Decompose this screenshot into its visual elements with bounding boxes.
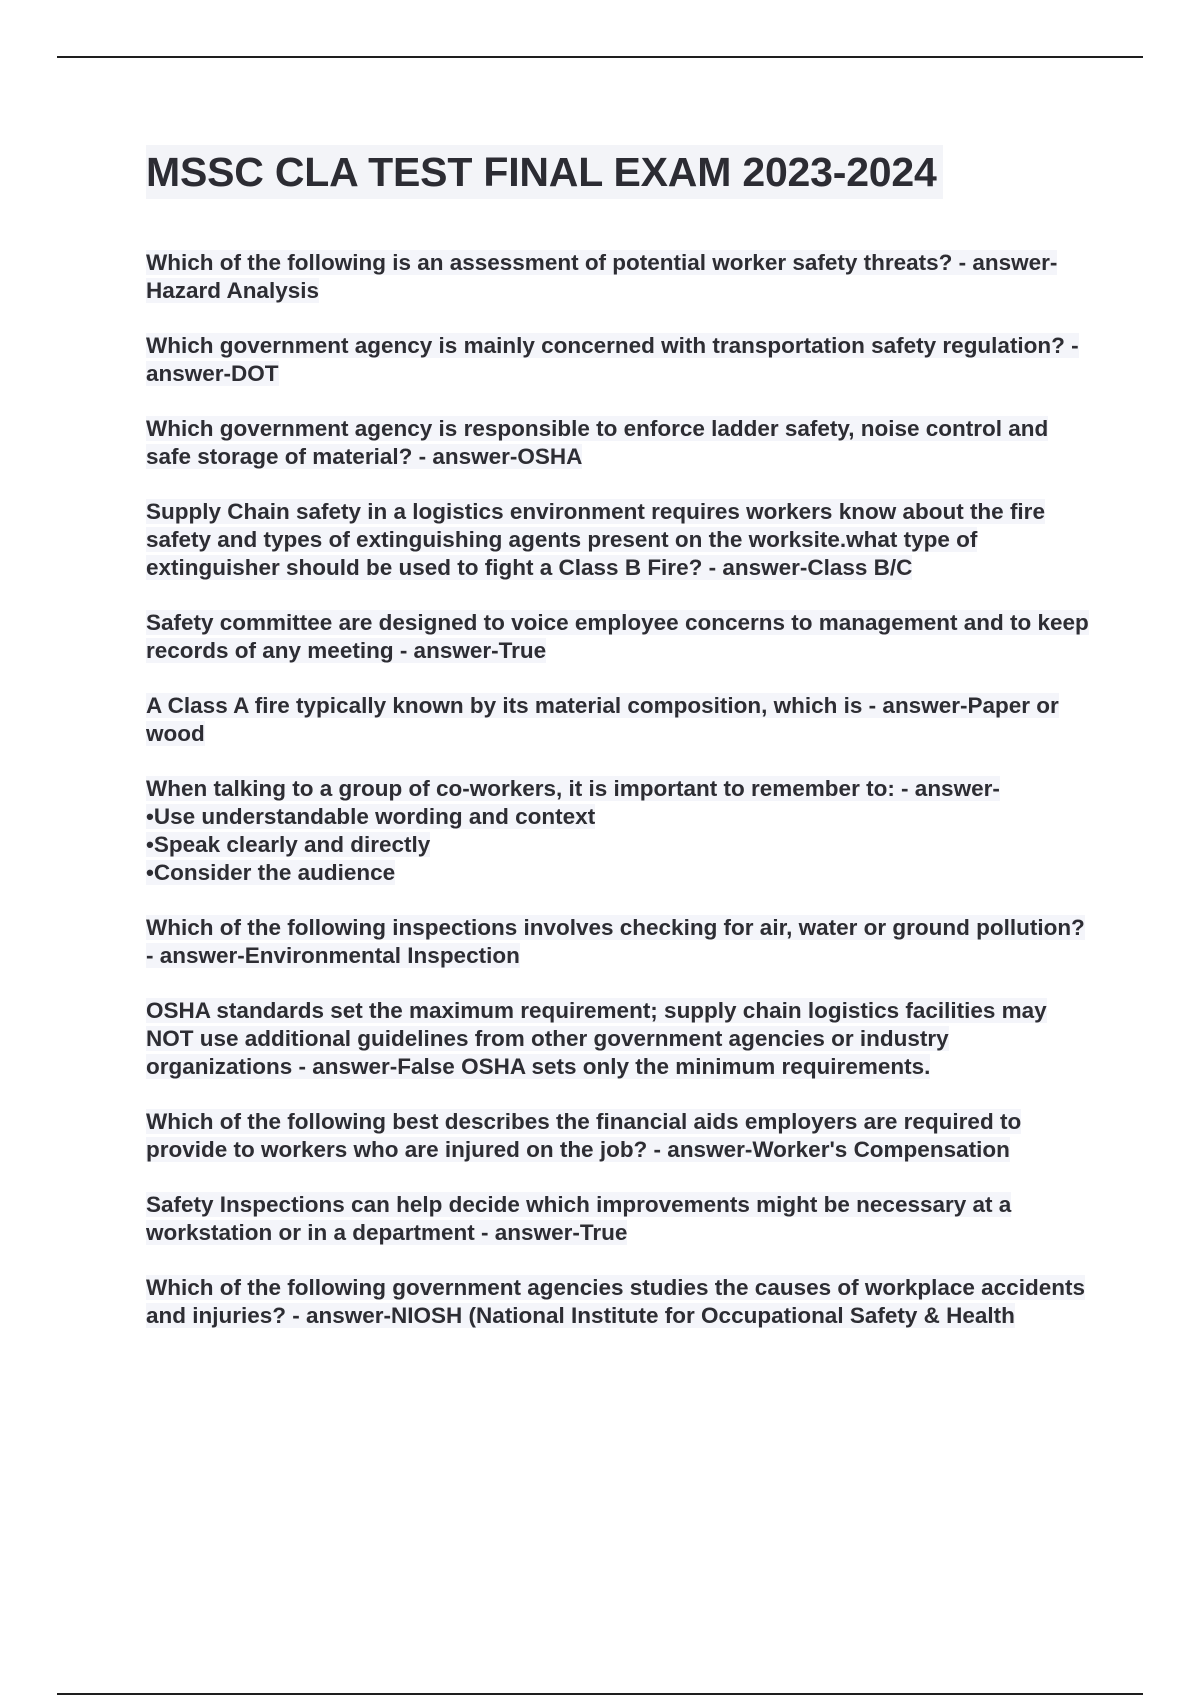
answer-bullet: •Consider the audience xyxy=(146,860,396,885)
qa-item xyxy=(146,498,1090,582)
qa-text: Safety committee are designed to voice employee concerns to management and to keep records of any meeting - answer-True xyxy=(146,610,1089,663)
qa-text: When talking to a group of co-workers, it is important to remember to: - answer- xyxy=(146,776,1000,801)
qa-item xyxy=(146,249,1090,305)
bottom-divider xyxy=(57,1693,1143,1695)
qa-item xyxy=(146,332,1090,388)
qa-item xyxy=(146,609,1090,665)
qa-item xyxy=(146,914,1090,970)
document-title: MSSC CLA TEST FINAL EXAM 2023-2024 xyxy=(146,145,943,199)
qa-text: Which government agency is mainly concerned with transportation safety regulation? - answer-DOT xyxy=(146,333,1079,386)
top-divider xyxy=(57,56,1143,58)
qa-text: Supply Chain safety in a logistics environment requires workers know about the fire safety and types of extinguishing agents present on the worksite.what type of extinguisher should be used to fight a Class B Fire? - answer-Class B/C xyxy=(146,499,1045,580)
qa-text: Which government agency is responsible to enforce ladder safety, noise control and safe storage of material? - answer-OSHA xyxy=(146,416,1049,469)
qa-item xyxy=(146,775,1090,887)
qa-item xyxy=(146,997,1090,1081)
qa-text: Which of the following best describes the financial aids employers are required to provide to workers who are injured on the job? - answer-Worker's Compensation xyxy=(146,1109,1022,1162)
qa-text: OSHA standards set the maximum requirement; supply chain logistics facilities may NOT use additional guidelines from other government agencies or industry organizations - answer-False OSHA sets only the minimum requirements. xyxy=(146,998,1047,1079)
qa-item xyxy=(146,1108,1090,1164)
qa-text: A Class A fire typically known by its material composition, which is - answer-Paper or wood xyxy=(146,693,1059,746)
qa-text: Which of the following government agencies studies the causes of workplace accidents and injuries? - answer-NIOSH (National Institute for Occupational Safety & Health xyxy=(146,1275,1085,1328)
qa-text: Safety Inspections can help decide which improvements might be necessary at a workstation or in a department - answer-True xyxy=(146,1192,1012,1245)
answer-bullet: •Speak clearly and directly xyxy=(146,832,431,857)
qa-item xyxy=(146,692,1090,748)
qa-item xyxy=(146,1274,1090,1330)
qa-item xyxy=(146,415,1090,471)
document-body xyxy=(146,145,1090,1357)
qa-text: Which of the following inspections involves checking for air, water or ground pollution? - answer-Environmental Inspection xyxy=(146,915,1085,968)
qa-text: Which of the following is an assessment of potential worker safety threats? - answer-Hazard Analysis xyxy=(146,250,1058,303)
answer-bullet: •Use understandable wording and context xyxy=(146,804,596,829)
qa-item xyxy=(146,1191,1090,1247)
question-list xyxy=(146,249,1090,1330)
